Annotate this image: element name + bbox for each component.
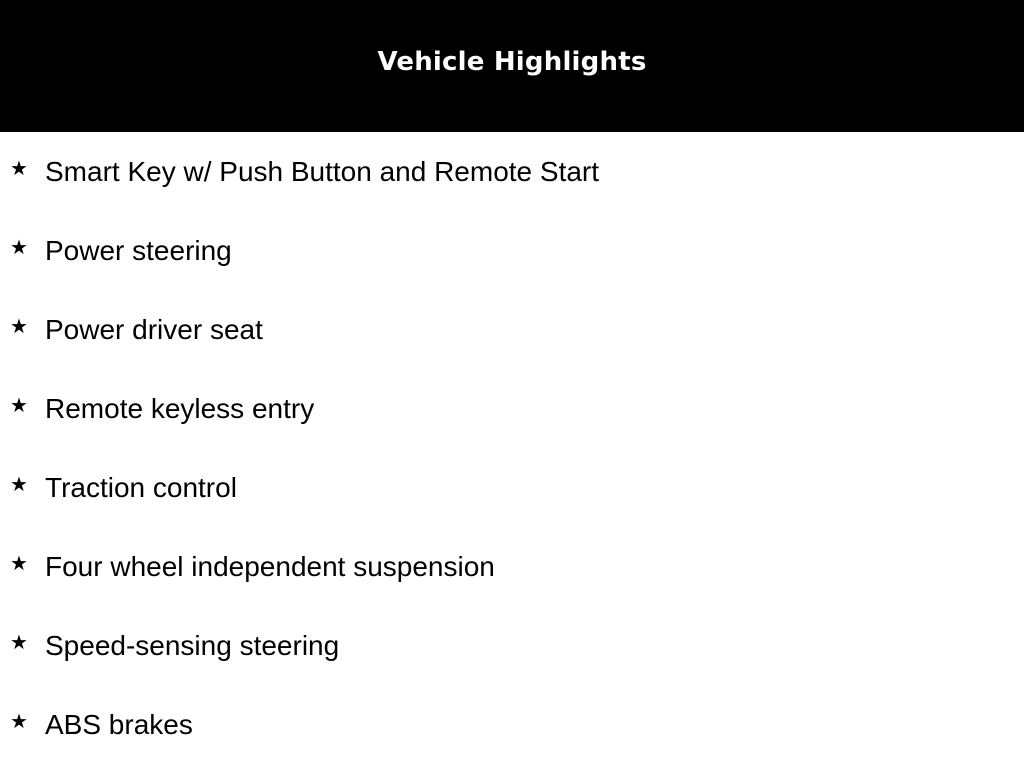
- list-item: [0, 132, 1024, 211]
- highlight-label: Four wheel independent suspension: [45, 551, 495, 582]
- header-banner: [0, 0, 1024, 132]
- highlight-label: Remote keyless entry: [45, 393, 315, 424]
- highlight-label: Power driver seat: [45, 314, 263, 345]
- list-item: [0, 369, 1024, 448]
- star-icon: ★: [10, 551, 28, 575]
- list-item: [0, 448, 1024, 527]
- list-item: [0, 211, 1024, 290]
- list-item: [0, 527, 1024, 606]
- highlights-list: [0, 132, 1024, 764]
- list-item: [0, 290, 1024, 369]
- list-item: [0, 606, 1024, 685]
- highlight-label: Power steering: [45, 235, 232, 266]
- star-icon: ★: [10, 314, 28, 338]
- page-title: Vehicle Highlights: [377, 47, 647, 77]
- highlight-label: Smart Key w/ Push Button and Remote Start: [45, 156, 600, 187]
- highlight-label: ABS brakes: [45, 709, 193, 740]
- star-icon: ★: [10, 630, 28, 654]
- highlight-label: Speed-sensing steering: [45, 630, 340, 661]
- star-icon: ★: [10, 709, 28, 733]
- highlight-label: Traction control: [45, 472, 237, 503]
- star-icon: ★: [10, 156, 28, 180]
- star-icon: ★: [10, 235, 28, 259]
- star-icon: ★: [10, 472, 28, 496]
- list-item: [0, 685, 1024, 764]
- star-icon: ★: [10, 393, 28, 417]
